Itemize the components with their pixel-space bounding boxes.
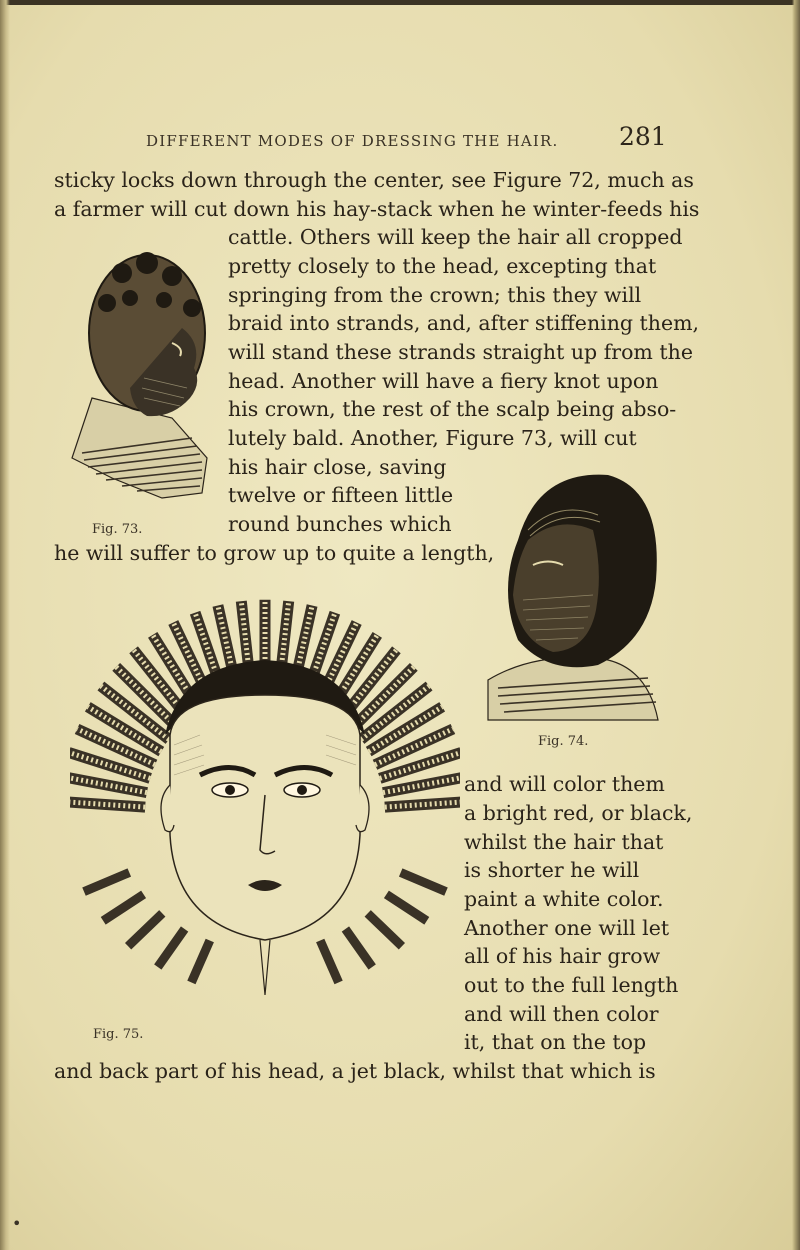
figure-74-caption: Fig. 74.	[538, 734, 589, 749]
text-line: a farmer will cut down his hay-stack when he winter-feeds his	[54, 197, 700, 221]
text-line: he will suffer to grow up to quite a length,	[54, 541, 495, 565]
text-line: pretty closely to the head, excepting that	[228, 254, 657, 278]
figure-75-caption: Fig. 75.	[93, 1027, 144, 1042]
text-line: twelve or fifteen little	[228, 483, 454, 507]
hair-spike	[128, 913, 162, 946]
hair-spike	[386, 894, 426, 920]
text-line: Another one will let	[464, 916, 670, 940]
figure-73-caption: Fig. 73.	[92, 522, 143, 537]
hair-spike	[401, 873, 446, 892]
page-left-edge	[0, 0, 10, 1250]
page-right-edge	[792, 0, 800, 1250]
text-line: out to the full length	[464, 973, 679, 997]
text-line: is shorter he will	[464, 858, 640, 882]
hair-spike	[368, 913, 402, 946]
figure-74-illustration	[478, 470, 668, 730]
figure-73-illustration	[52, 248, 222, 518]
page-top-edge	[0, 0, 800, 5]
text-line: springing from the crown; this they will	[228, 283, 642, 307]
hair-spike	[345, 929, 372, 967]
text-line: head. Another will have a fiery knot upon	[228, 369, 659, 393]
hair-spike	[320, 941, 338, 983]
text-line: it, that on the top	[464, 1030, 647, 1054]
hair-spike	[191, 941, 209, 983]
text-line: lutely bald. Another, Figure 73, will cut	[228, 426, 637, 450]
page-header	[0, 120, 800, 160]
text-line: cattle. Others will keep the hair all cropped	[228, 225, 683, 249]
hair-spike	[84, 873, 129, 892]
text-line: all of his hair grow	[464, 944, 661, 968]
text-line: braid into strands, and, after stiffening them,	[228, 311, 700, 335]
text-line: his crown, the rest of the scalp being abso-	[228, 397, 677, 421]
text-line: paint a white color.	[464, 887, 664, 911]
text-line: his hair close, saving	[228, 455, 447, 479]
figure-75-illustration	[70, 585, 460, 1020]
text-line: sticky locks down through the center, see Figure 72, much as	[54, 168, 694, 192]
text-line: a bright red, or black,	[464, 801, 693, 825]
text-line: round bunches which	[228, 512, 452, 536]
page-mark: •	[12, 1214, 22, 1233]
hair-spike	[158, 929, 185, 967]
page-number: 281	[619, 122, 667, 151]
text-line: will stand these strands straight up from the	[228, 340, 693, 364]
text-line: whilst the hair that	[464, 830, 664, 854]
hair-spike	[103, 894, 143, 920]
text-line: and back part of his head, a jet black, whilst that which is	[54, 1059, 656, 1083]
text-line: and will then color	[464, 1002, 659, 1026]
running-head: DIFFERENT MODES OF DRESSING THE HAIR.	[146, 132, 559, 150]
text-line: and will color them	[464, 772, 665, 796]
